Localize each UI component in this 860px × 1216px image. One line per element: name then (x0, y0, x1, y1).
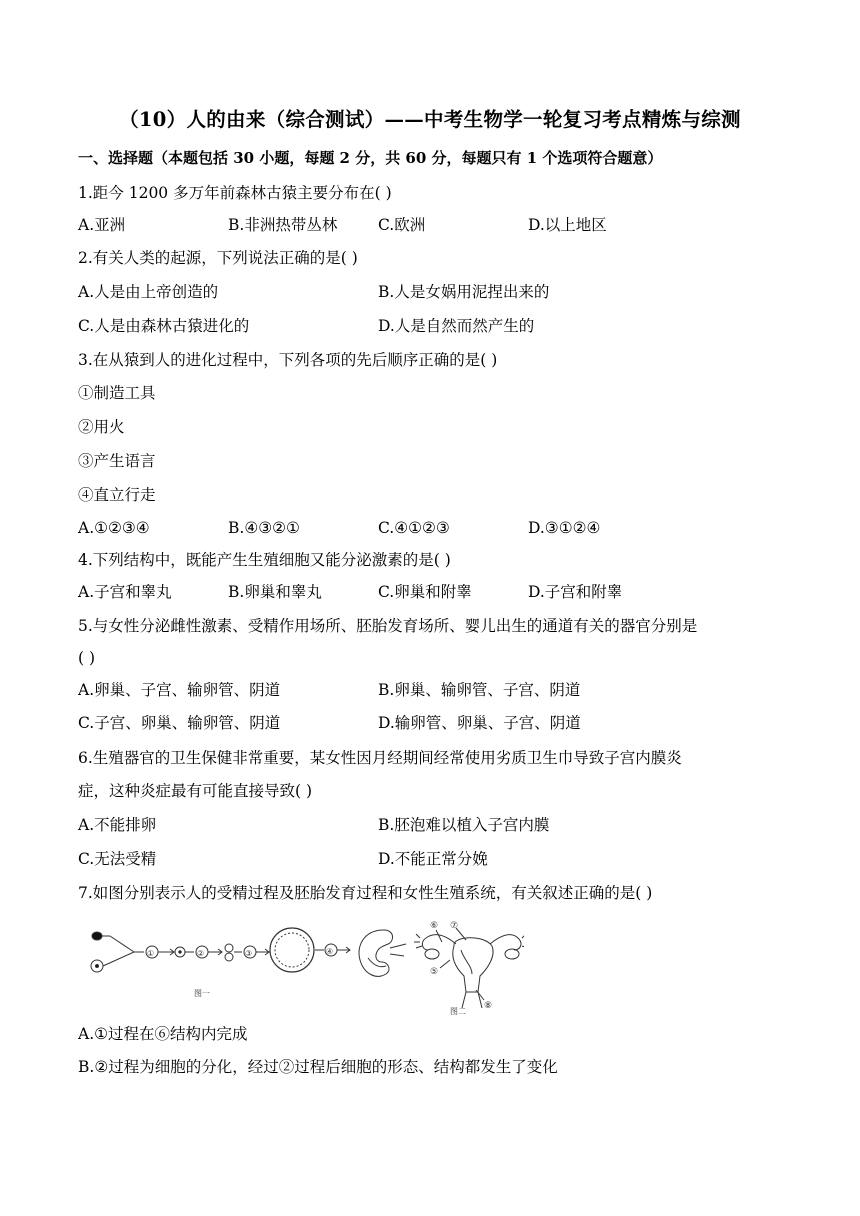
q1-option-c: C.欧洲 (378, 216, 426, 234)
question-6-stem-cont: 症，这种炎症最有可能直接导致( ) (78, 782, 313, 800)
fertilization-figure (84, 916, 524, 1018)
q4-option-d: D.子宫和附睾 (528, 583, 623, 601)
question-7-stem: 7.如图分别表示人的受精过程及胚胎发育过程和女性生殖系统，有关叙述正确的是( ) (78, 884, 653, 902)
q1-option-a: A.亚洲 (78, 216, 126, 234)
q3-item-1: ①制造工具 (78, 384, 156, 402)
embryo-icon (359, 930, 393, 976)
q6-option-c: C.无法受精 (78, 850, 157, 868)
q3-item-4: ④直立行走 (78, 486, 156, 504)
question-1-stem: 1.距今 1200 多万年前森林古猿主要分布在( ) (78, 184, 392, 202)
question-5-stem-cont: ( ) (78, 649, 96, 667)
question-5-stem: 5.与女性分泌雌性激素、受精作用场所、胚胎发育场所、婴儿出生的通道有关的器官分别是 (78, 617, 698, 635)
ovary-icon (425, 949, 439, 959)
q5-option-d: D.输卵管、卵巢、子宫、阴道 (378, 714, 581, 732)
question-6-stem: 6.生殖器官的卫生保健非常重要，某女性因月经期间经常使用劣质卫生巾导致子宫内膜炎 (78, 749, 682, 767)
step-4-marker: ④ (326, 947, 334, 956)
page-title: （10）人的由来（综合测试）——中考生物学一轮复习考点精炼与综测 (119, 108, 741, 131)
q2-option-c: C.人是由森林古猿进化的 (78, 317, 250, 335)
organ-mark-6: ⑥ (430, 921, 439, 931)
q4-option-b: B.卵巢和睾丸 (228, 583, 322, 601)
step-1-marker: ① (147, 949, 155, 958)
q2-option-d: D.人是自然而然产生的 (378, 317, 535, 335)
blastocyst-icon (270, 928, 314, 972)
q3-item-2: ②用火 (78, 418, 125, 436)
q1-option-b: B.非洲热带丛林 (228, 216, 338, 234)
q3-option-a: A.①②③④ (78, 519, 150, 537)
q4-option-c: C.卵巢和附睾 (378, 583, 472, 601)
q7-option-b: B.②过程为细胞的分化，经过②过程后细胞的形态、结构都发生了变化 (78, 1058, 558, 1076)
sperm-icon (92, 932, 102, 940)
uterus-icon (453, 938, 493, 992)
organ-mark-5: ⑤ (430, 967, 439, 977)
section-heading: 一、选择题（本题包括 30 小题，每题 2 分，共 60 分，每题只有 1 个选项符合题意） (78, 149, 663, 167)
organ-mark-7: ⑦ (450, 921, 459, 931)
q7-option-a: A.①过程在⑥结构内完成 (78, 1025, 248, 1043)
organ-mark-8: ⑧ (484, 1001, 493, 1011)
q6-option-a: A.不能排卵 (78, 816, 157, 834)
step-3-marker: ③ (245, 949, 253, 958)
q3-item-3: ③产生语言 (78, 452, 156, 470)
question-2-stem: 2.有关人类的起源，下列说法正确的是( ) (78, 249, 358, 267)
question-3-stem: 3.在从猿到人的进化过程中，下列各项的先后顺序正确的是( ) (78, 351, 498, 369)
q3-option-c: C.④①②③ (378, 519, 450, 537)
question-4-stem: 4.下列结构中，既能产生生殖细胞又能分泌激素的是( ) (78, 551, 451, 569)
q1-option-d: D.以上地区 (528, 216, 607, 234)
q6-option-d: D.不能正常分娩 (378, 850, 488, 868)
q2-option-b: B.人是女娲用泥捏出来的 (378, 283, 550, 301)
q3-option-b: B.④③②① (228, 519, 300, 537)
q4-option-a: A.子宫和睾丸 (78, 583, 172, 601)
figure-one-label: 图一 (194, 989, 210, 998)
q5-option-b: B.卵巢、输卵管、子宫、阴道 (378, 681, 581, 699)
q5-option-a: A.卵巢、子宫、输卵管、阴道 (78, 681, 281, 699)
q6-option-b: B.胚泡难以植入子宫内膜 (378, 816, 550, 834)
figure-two-label: 图二 (450, 1007, 466, 1016)
q2-option-a: A.人是由上帝创造的 (78, 283, 219, 301)
step-2-marker: ② (197, 949, 205, 958)
q3-option-d: D.③①②④ (528, 519, 601, 537)
q5-option-c: C.子宫、卵巢、输卵管、阴道 (78, 714, 281, 732)
